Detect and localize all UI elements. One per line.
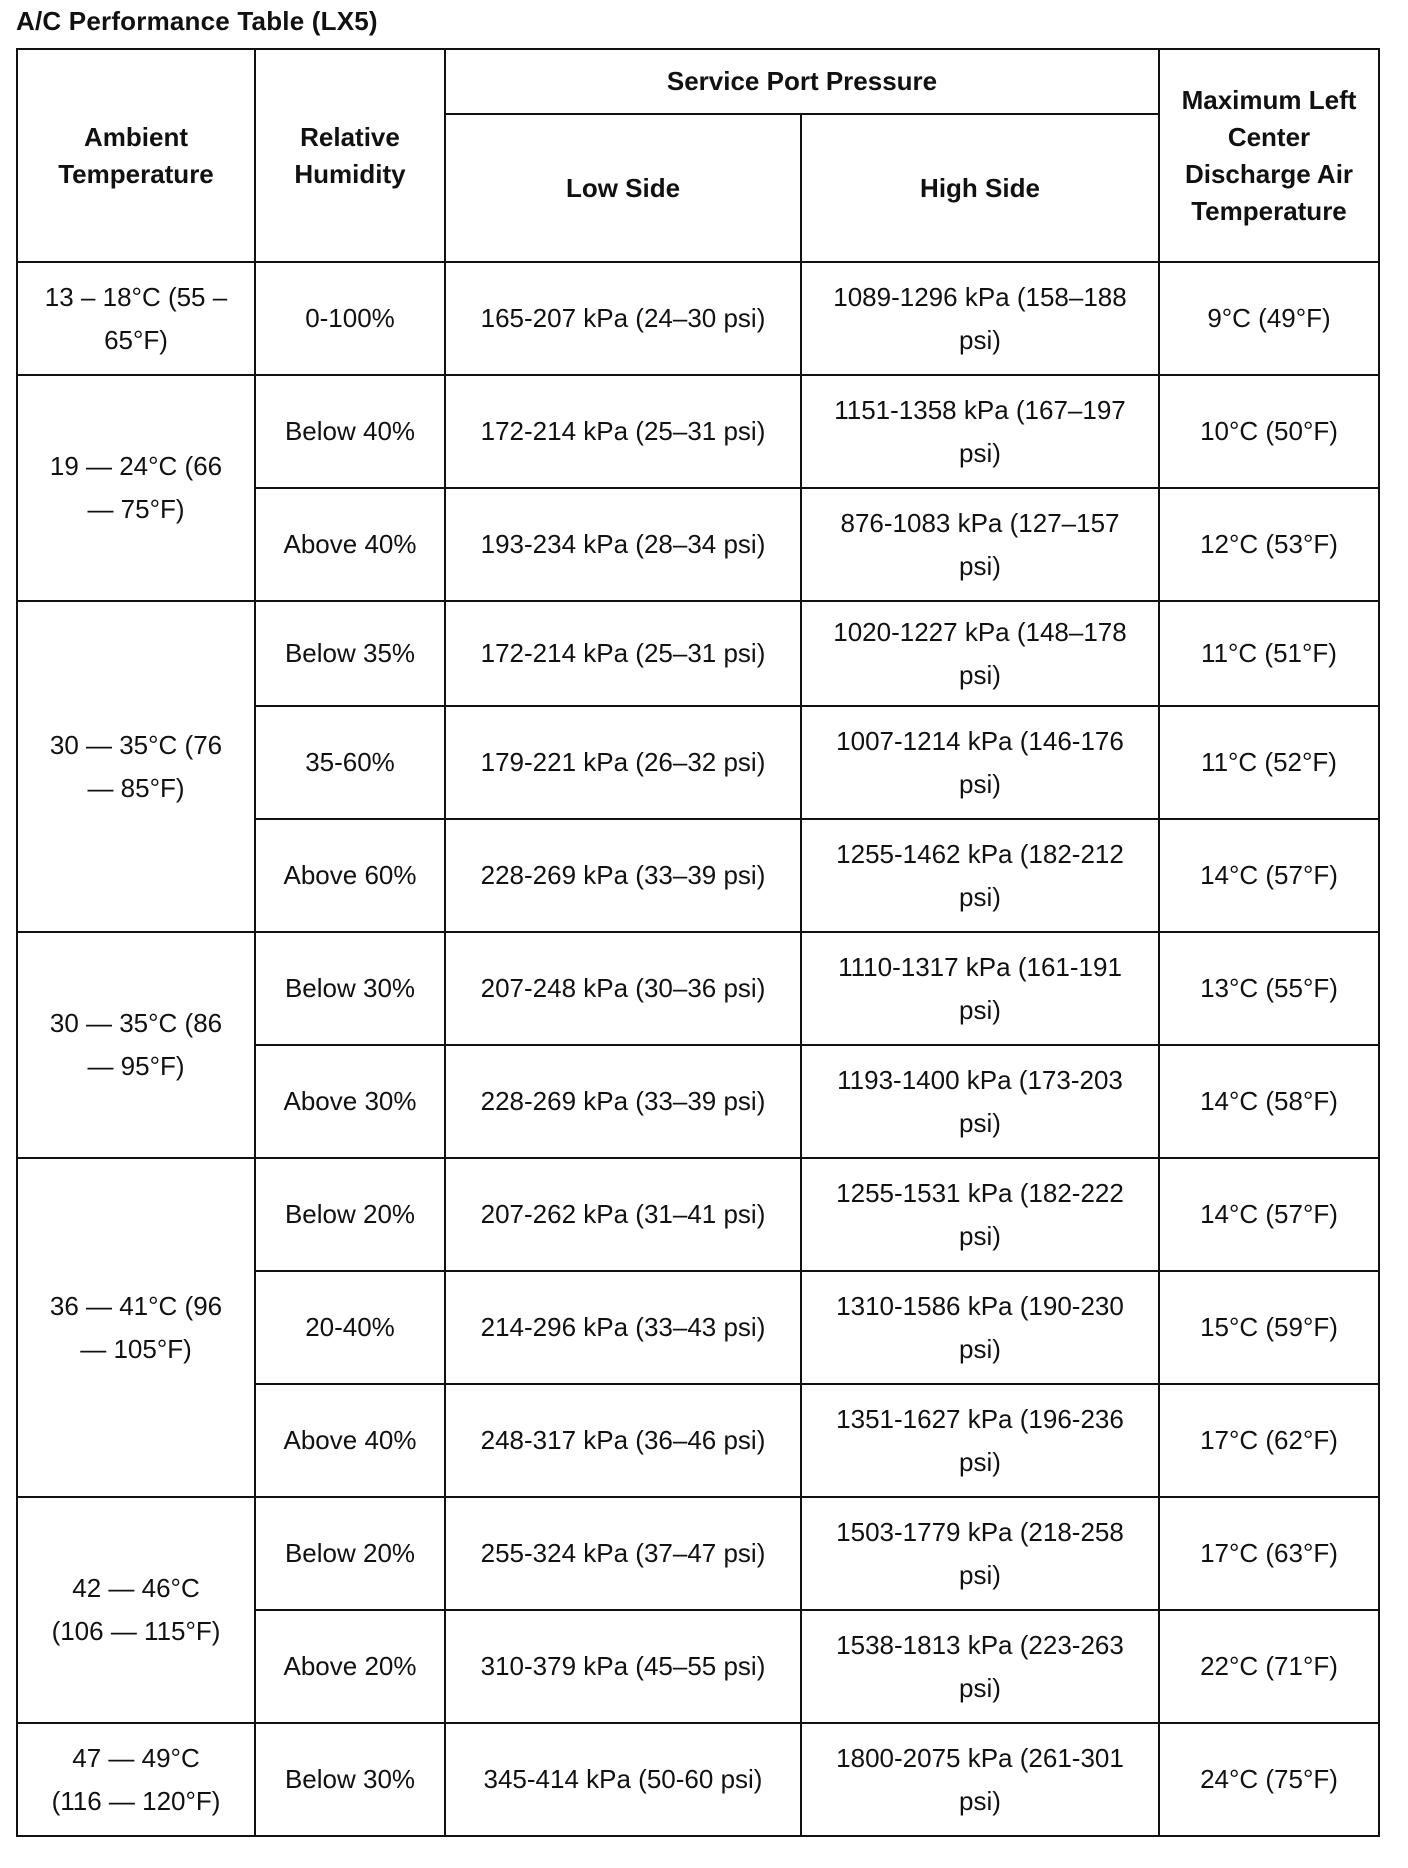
discharge-cell: 22°C (71°F) — [1159, 1610, 1379, 1723]
humidity-cell: Below 35% — [255, 601, 445, 706]
humidity-cell: Below 30% — [255, 932, 445, 1045]
table-row — [17, 262, 1379, 375]
table-row — [17, 375, 1379, 488]
discharge-cell: 14°C (57°F) — [1159, 819, 1379, 932]
discharge-cell: 24°C (75°F) — [1159, 1723, 1379, 1836]
low-side-cell: 172-214 kPa (25–31 psi) — [445, 375, 801, 488]
humidity-cell: Below 30% — [255, 1723, 445, 1836]
high-side-cell: 1020-1227 kPa (148–178 psi) — [801, 601, 1159, 706]
humidity-cell: Above 60% — [255, 819, 445, 932]
high-side-cell: 876-1083 kPa (127–157 psi) — [801, 488, 1159, 601]
low-side-cell: 179-221 kPa (26–32 psi) — [445, 706, 801, 819]
humidity-cell: Above 40% — [255, 1384, 445, 1497]
ambient-cell: 19 — 24°C (66 — 75°F) — [17, 375, 255, 601]
high-side-cell: 1151-1358 kPa (167–197 psi) — [801, 375, 1159, 488]
humidity-cell: Above 20% — [255, 1610, 445, 1723]
low-side-cell: 172-214 kPa (25–31 psi) — [445, 601, 801, 706]
header-low-side: Low Side — [445, 114, 801, 262]
high-side-cell: 1193-1400 kPa (173-203 psi) — [801, 1045, 1159, 1158]
ambient-cell: 30 — 35°C (76 — 85°F) — [17, 601, 255, 932]
low-side-cell: 228-269 kPa (33–39 psi) — [445, 819, 801, 932]
header-relative-humidity: Relative Humidity — [255, 49, 445, 262]
high-side-cell: 1110-1317 kPa (161-191 psi) — [801, 932, 1159, 1045]
low-side-cell: 193-234 kPa (28–34 psi) — [445, 488, 801, 601]
header-ambient-temperature: Ambient Temperature — [17, 49, 255, 262]
high-side-cell: 1089-1296 kPa (158–188 psi) — [801, 262, 1159, 375]
humidity-cell: Below 20% — [255, 1158, 445, 1271]
ambient-cell: 36 — 41°C (96 — 105°F) — [17, 1158, 255, 1497]
humidity-cell: 20-40% — [255, 1271, 445, 1384]
humidity-cell: Above 40% — [255, 488, 445, 601]
table-header — [17, 49, 1379, 262]
high-side-cell: 1007-1214 kPa (146-176 psi) — [801, 706, 1159, 819]
table-row — [17, 1158, 1379, 1271]
page-title: A/C Performance Table (LX5) — [16, 6, 378, 36]
discharge-cell: 15°C (59°F) — [1159, 1271, 1379, 1384]
table-row — [17, 932, 1379, 1045]
high-side-cell: 1800-2075 kPa (261-301 psi) — [801, 1723, 1159, 1836]
ambient-cell: 13 – 18°C (55 – 65°F) — [17, 262, 255, 375]
low-side-cell: 165-207 kPa (24–30 psi) — [445, 262, 801, 375]
discharge-cell: 11°C (52°F) — [1159, 706, 1379, 819]
discharge-cell: 14°C (57°F) — [1159, 1158, 1379, 1271]
discharge-cell: 17°C (62°F) — [1159, 1384, 1379, 1497]
header-service-port-pressure: Service Port Pressure — [445, 49, 1159, 114]
low-side-cell: 207-262 kPa (31–41 psi) — [445, 1158, 801, 1271]
high-side-cell: 1503-1779 kPa (218-258 psi) — [801, 1497, 1159, 1610]
humidity-cell: Above 30% — [255, 1045, 445, 1158]
humidity-cell: 0-100% — [255, 262, 445, 375]
header-max-discharge-air-temperature: Maximum Left Center Discharge Air Temperature — [1159, 49, 1379, 262]
header-high-side: High Side — [801, 114, 1159, 262]
low-side-cell: 255-324 kPa (37–47 psi) — [445, 1497, 801, 1610]
low-side-cell: 228-269 kPa (33–39 psi) — [445, 1045, 801, 1158]
table-row — [17, 1497, 1379, 1610]
discharge-cell: 17°C (63°F) — [1159, 1497, 1379, 1610]
table-row — [17, 1723, 1379, 1836]
high-side-cell: 1351-1627 kPa (196-236 psi) — [801, 1384, 1159, 1497]
low-side-cell: 345-414 kPa (50-60 psi) — [445, 1723, 801, 1836]
ambient-cell: 47 — 49°C (116 — 120°F) — [17, 1723, 255, 1836]
low-side-cell: 310-379 kPa (45–55 psi) — [445, 1610, 801, 1723]
ambient-cell: 30 — 35°C (86 — 95°F) — [17, 932, 255, 1158]
low-side-cell: 248-317 kPa (36–46 psi) — [445, 1384, 801, 1497]
discharge-cell: 14°C (58°F) — [1159, 1045, 1379, 1158]
high-side-cell: 1255-1531 kPa (182-222 psi) — [801, 1158, 1159, 1271]
discharge-cell: 11°C (51°F) — [1159, 601, 1379, 706]
high-side-cell: 1310-1586 kPa (190-230 psi) — [801, 1271, 1159, 1384]
table-body — [17, 262, 1379, 1836]
high-side-cell: 1538-1813 kPa (223-263 psi) — [801, 1610, 1159, 1723]
humidity-cell: Below 40% — [255, 375, 445, 488]
ambient-cell: 42 — 46°C (106 — 115°F) — [17, 1497, 255, 1723]
high-side-cell: 1255-1462 kPa (182-212 psi) — [801, 819, 1159, 932]
discharge-cell: 10°C (50°F) — [1159, 375, 1379, 488]
discharge-cell: 12°C (53°F) — [1159, 488, 1379, 601]
humidity-cell: Below 20% — [255, 1497, 445, 1610]
low-side-cell: 207-248 kPa (30–36 psi) — [445, 932, 801, 1045]
low-side-cell: 214-296 kPa (33–43 psi) — [445, 1271, 801, 1384]
discharge-cell: 9°C (49°F) — [1159, 262, 1379, 375]
ac-performance-table — [16, 48, 1380, 1837]
table-row — [17, 601, 1379, 706]
humidity-cell: 35-60% — [255, 706, 445, 819]
discharge-cell: 13°C (55°F) — [1159, 932, 1379, 1045]
